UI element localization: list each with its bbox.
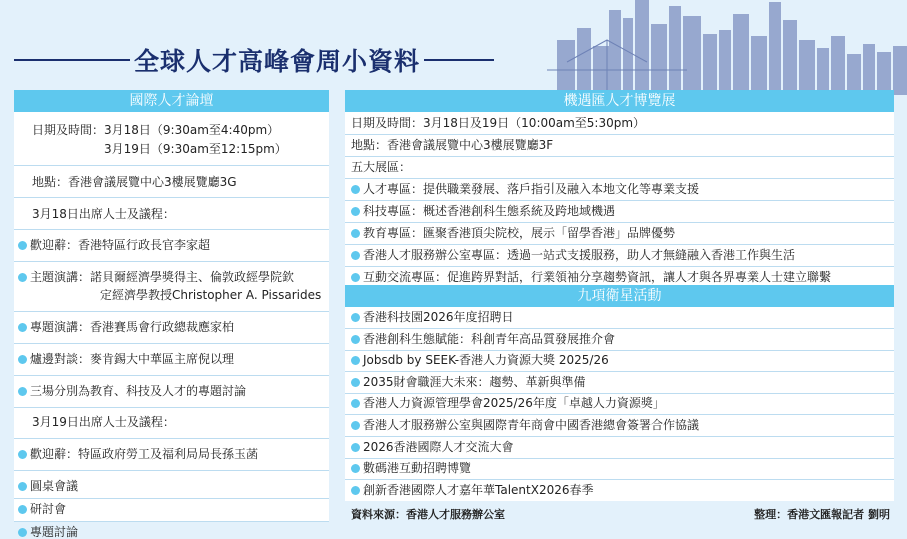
day1-heading: 3月18日出席人士及議程： xyxy=(32,207,175,221)
page-title-row xyxy=(14,42,494,78)
divider xyxy=(345,350,894,351)
bullet-icon xyxy=(18,355,27,364)
list-item: 專題討論 xyxy=(18,524,78,539)
page-title: 全球人才高峰會周小資料 xyxy=(134,47,421,76)
bullet-icon xyxy=(351,273,360,282)
list-item: 2026香港國際人才交流大會 xyxy=(351,439,514,455)
bullet-icon xyxy=(351,443,360,452)
list-item: 科技專區：概述香港創科生態系統及跨地域機遇 xyxy=(351,203,615,219)
divider xyxy=(345,156,894,157)
bullet-icon xyxy=(18,387,27,396)
list-item: 專題演講：香港賽馬會行政總裁應家柏 xyxy=(18,319,234,335)
list-item: 三場分別為教育、科技及人才的專題討論 xyxy=(18,383,246,399)
expo-panel xyxy=(345,90,894,285)
divider xyxy=(345,178,894,179)
divider xyxy=(345,393,894,394)
divider xyxy=(345,458,894,459)
list-item: 教育專區：匯聚香港頂尖院校，展示「留學香港」品牌優勢 xyxy=(351,225,675,241)
bullet-icon xyxy=(351,251,360,260)
bullet-icon xyxy=(18,482,27,491)
list-item: 圓桌會議 xyxy=(18,478,78,494)
list-item: 香港科技園2026年度招聘日 xyxy=(351,309,514,325)
bullet-icon xyxy=(351,207,360,216)
bullet-icon xyxy=(351,486,360,495)
list-item: 人才專區：提供職業發展、落戶指引及融入本地文化等專業支援 xyxy=(351,181,699,197)
bullet-icon xyxy=(18,505,27,514)
expo-panel-header: 機遇匯人才博覽展 xyxy=(345,90,894,112)
day2-heading: 3月19日出席人士及議程： xyxy=(32,415,175,429)
bullet-icon xyxy=(351,356,360,365)
bullet-icon xyxy=(351,464,360,473)
divider xyxy=(345,371,894,372)
zones-heading: 五大展區： xyxy=(351,160,412,174)
divider xyxy=(14,470,329,471)
divider xyxy=(345,479,894,480)
divider xyxy=(14,521,329,522)
bullet-icon xyxy=(351,399,360,408)
bullet-icon xyxy=(351,335,360,344)
divider xyxy=(14,438,329,439)
bullet-icon xyxy=(18,273,27,282)
reporter-credit: 整理：香港文匯報記者 劉明 xyxy=(754,508,890,521)
list-item: 香港人才服務辦公室專區：透過一站式支援服務，助人才無縫融入香港工作與生活 xyxy=(351,247,795,263)
source-note: 資料來源：香港人才服務辦公室 xyxy=(351,508,505,521)
list-item: 爐邊對談：麥肯錫大中華區主席倪以理 xyxy=(18,351,234,367)
divider xyxy=(345,134,894,135)
events-panel-header: 九項衛星活動 xyxy=(345,285,894,307)
forum-date: 日期及時間：3月18日（9:30am至4:40pm） xyxy=(32,123,280,137)
forum-venue: 地點：香港會議展覽中心3樓展覽廳3G xyxy=(32,175,237,189)
divider xyxy=(345,436,894,437)
list-item: Jobsdb by SEEK-香港人力資源大獎 2025/26 xyxy=(351,352,609,368)
divider xyxy=(345,244,894,245)
bullet-icon xyxy=(18,528,27,537)
divider xyxy=(14,311,329,312)
bullet-icon xyxy=(351,378,360,387)
bullet-icon xyxy=(351,313,360,322)
list-item: 創新香港國際人才嘉年華TalentX2026春季 xyxy=(351,482,594,498)
divider xyxy=(14,165,329,166)
footer xyxy=(345,502,894,522)
divider xyxy=(14,261,329,262)
list-item: 香港人才服務辦公室與國際青年商會中國香港總會簽署合作協議 xyxy=(351,417,699,433)
divider xyxy=(14,375,329,376)
bullet-icon xyxy=(18,323,27,332)
list-item: 研討會 xyxy=(18,501,66,517)
forum-panel xyxy=(14,90,329,539)
skyline-illustration xyxy=(547,0,907,95)
keynote-line2: 定經濟學教授Christopher A. Pissarides xyxy=(100,288,322,302)
divider xyxy=(345,222,894,223)
bullet-icon xyxy=(351,229,360,238)
forum-date-line2: 3月19日（9:30am至12:15pm） xyxy=(104,142,287,156)
list-item: 2035財會職涯大未來：趨勢、革新與準備 xyxy=(351,374,586,390)
divider xyxy=(345,328,894,329)
divider xyxy=(14,229,329,230)
expo-date: 日期及時間：3月18日及19日（10:00am至5:30pm） xyxy=(351,116,646,130)
expo-venue: 地點：香港會議展覽中心3樓展覽廳3F xyxy=(351,138,554,152)
divider xyxy=(345,414,894,415)
divider xyxy=(14,197,329,198)
events-panel xyxy=(345,285,894,501)
bullet-icon xyxy=(18,450,27,459)
divider xyxy=(14,498,329,499)
forum-panel-header: 國際人才論壇 xyxy=(14,90,329,112)
bullet-icon xyxy=(351,421,360,430)
divider xyxy=(14,343,329,344)
list-item: 互動交流專區：促進跨界對話，行業領袖分享趨勢資訊，讓人才與各界專業人士建立聯繫 xyxy=(351,269,831,285)
title-decor-line-left xyxy=(14,59,130,61)
title-decor-line-right xyxy=(424,59,494,61)
list-item: 香港人力資源管理學會2025/26年度「卓越人力資源獎」 xyxy=(351,395,665,411)
list-item: 歡迎辭：香港特區行政長官李家超 xyxy=(18,237,210,253)
list-item: 數碼港互動招聘博覽 xyxy=(351,460,471,476)
divider xyxy=(345,200,894,201)
divider xyxy=(345,266,894,267)
list-item: 歡迎辭：特區政府勞工及福利局局長孫玉菡 xyxy=(18,446,258,462)
list-item: 香港創科生態賦能：科創青年高品質發展推介會 xyxy=(351,331,615,347)
divider xyxy=(14,407,329,408)
bullet-icon xyxy=(18,241,27,250)
bullet-icon xyxy=(351,185,360,194)
list-item: 主題演講：諾貝爾經濟學獎得主、倫敦政經學院欽 xyxy=(18,269,294,285)
